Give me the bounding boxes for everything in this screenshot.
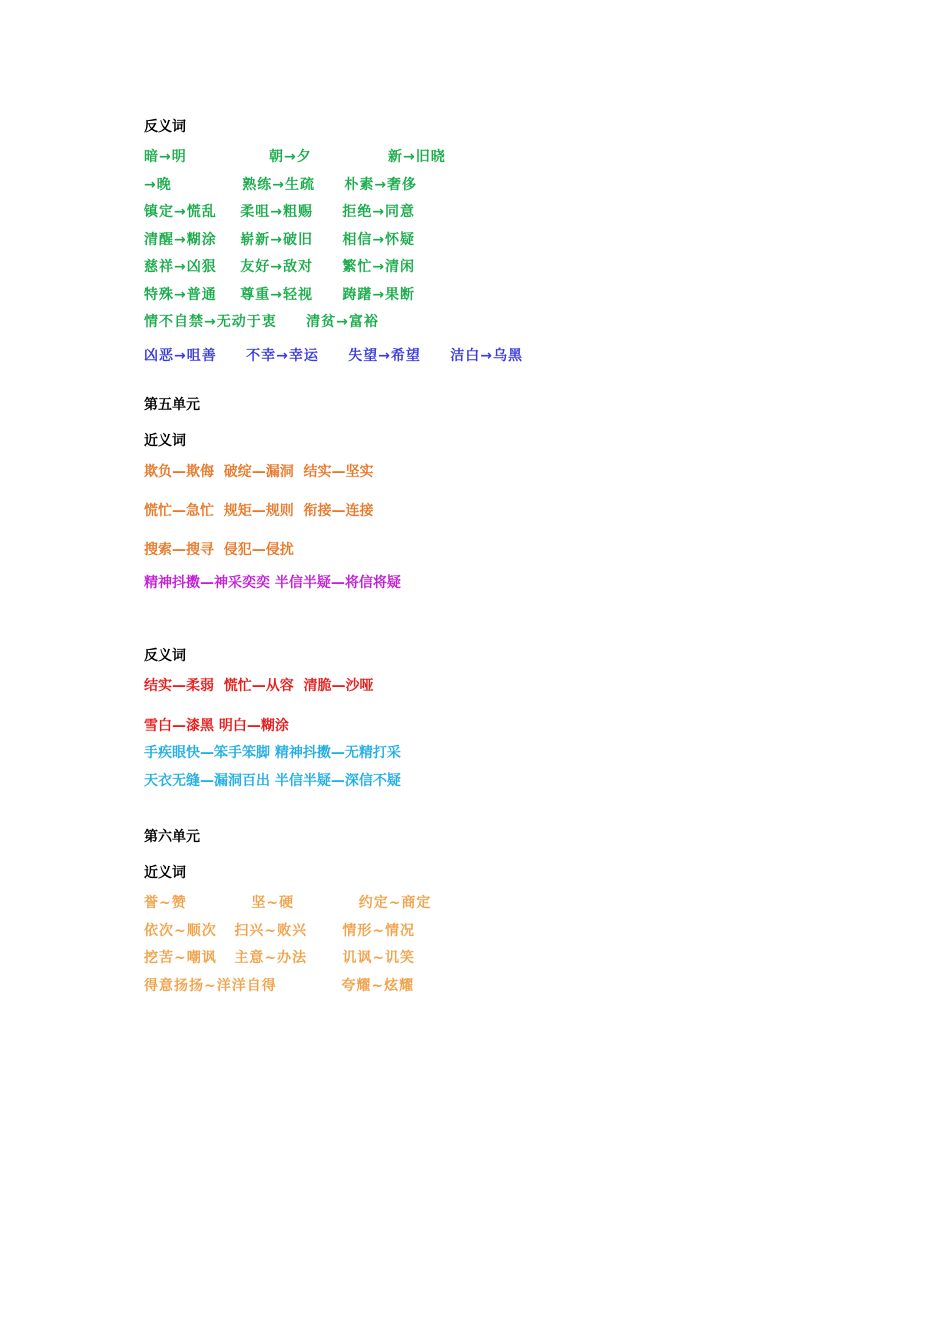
- synonym-line: 得意扬扬~洋洋自得 夸耀~炫耀: [144, 978, 415, 994]
- synonym-line: 慌忙—急忙 规矩—规则 衔接—连接: [144, 503, 374, 519]
- synonym-line: 欺负—欺侮 破绽—漏洞 结实—坚实: [144, 464, 374, 480]
- unit-title-5: 第五单元: [144, 397, 200, 413]
- antonym-idiom-line: 天衣无缝—漏洞百出 半信半疑—深信不疑: [144, 773, 401, 789]
- unit-title-6: 第六单元: [144, 829, 200, 845]
- antonym-line: 特殊→普通 尊重→轻视 踌躇→果断: [144, 287, 416, 303]
- section-heading-synonyms: 近义词: [144, 865, 186, 881]
- section-heading-synonyms: 近义词: [144, 433, 186, 449]
- antonym-line-extra: 凶恶→咀善 不幸→幸运 失望→希望 洁白→乌黑: [144, 348, 524, 364]
- section-heading-antonyms: 反义词: [144, 119, 186, 135]
- section-heading-antonyms: 反义词: [144, 648, 186, 664]
- antonym-line: →晚 熟练→生疏 朴素→奢侈: [144, 177, 418, 193]
- antonym-line: 慈祥→凶狠 友好→敌对 繁忙→清闲: [144, 259, 416, 275]
- antonym-line: 清醒→糊涂 崭新→破旧 相信→怀疑: [144, 232, 416, 248]
- synonym-line: 依次~顺次 扫兴~败兴 情形~情况: [144, 923, 416, 939]
- antonym-idiom-line: 手疾眼快—笨手笨脚 精神抖擞—无精打采: [144, 745, 401, 761]
- antonym-line: 镇定→慌乱 柔咀→粗赐 拒绝→同意: [144, 204, 416, 220]
- synonym-line: 挖苦~嘲讽 主意~办法 讥讽~讥笑: [144, 950, 416, 966]
- synonym-line: 搜索—搜寻 侵犯—侵扰: [144, 542, 294, 558]
- antonym-line: 雪白—漆黑 明白—糊涂: [144, 718, 289, 734]
- synonym-line: 誉~赞 坚~硬 约定~商定: [144, 895, 432, 911]
- antonym-line: 情不自禁→无动于衷 清贫→富裕: [144, 314, 379, 330]
- synonym-idiom-line: 精神抖擞—神采奕奕 半信半疑—将信将疑: [144, 575, 401, 591]
- antonym-line: 暗→明 朝→夕 新→旧晓: [144, 149, 446, 165]
- antonym-line: 结实—柔弱 慌忙—从容 清脆—沙哑: [144, 678, 374, 694]
